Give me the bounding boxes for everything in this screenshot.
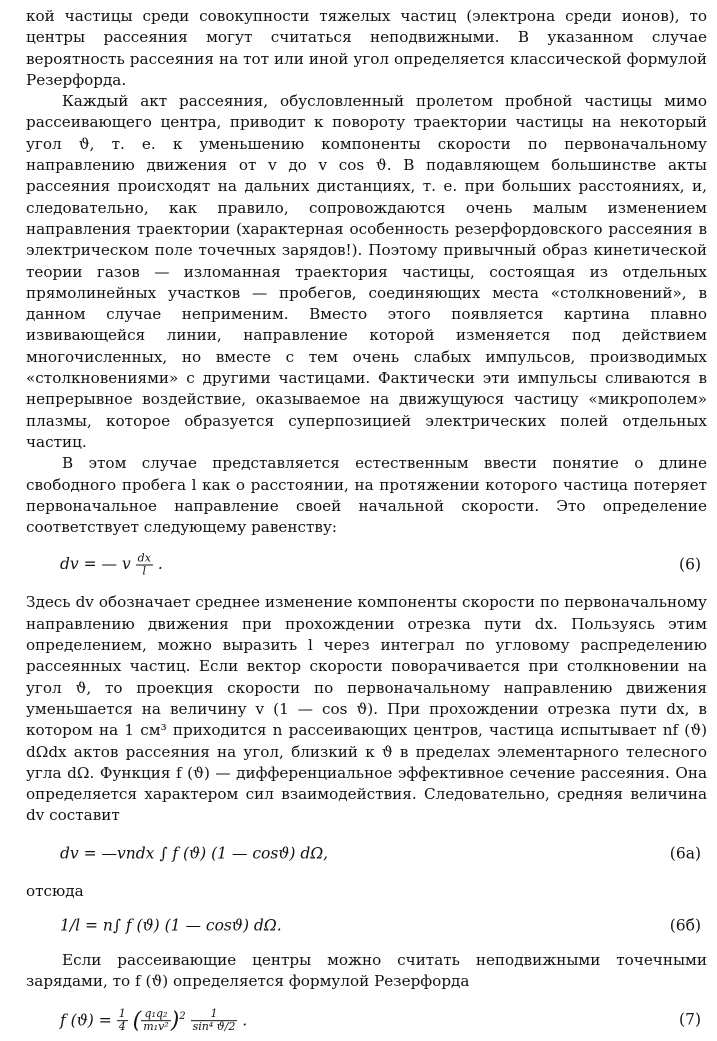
equation-7-coefficient-top: 1 (118, 1007, 126, 1021)
paragraph-4: Здесь dv обозначает среднее изменение компоненты скорости по первоначальному направлению движения при прохождении отрезка пути dx. Пользуясь этим определением, можно выразить l через интеграл по угловому распределению рассеянных частиц. Если вектор скорости поворачивается при столкновении на угол ϑ, то проекция скорости по первоначальному направлению движения уменьшается на величину v (1 — cos ϑ). При прохождении отрезка пути dx, в котором на 1 см³ приходится n рассеивающих центров, частица испытывает nf (ϑ) dΩdx актов рассеяния на угол, близкий к ϑ в пределах элементарного телесного угла dΩ. Функция f (ϑ) — дифференциальное эффективное сечение рассеяния. Она определяется характером сил взаимодействия. Следовательно, средняя величина dv составит (26, 593, 707, 825)
paragraph-3: В этом случае представляется естественным ввести понятие о длине свободного пробега l как о расстоянии, на протяжении которого частица потеряет первоначальное направление своей начальной скорости. Это определение соответствует следующему равенству: (26, 454, 707, 537)
equation-6-numerator: dx (137, 551, 151, 565)
equation-6b (26, 908, 707, 944)
equation-7 (26, 999, 707, 1041)
equation-6-fraction (136, 553, 153, 578)
equation-6a-body: dv = —vndx ∫ f (ϑ) (1 — cosϑ) dΩ, (60, 844, 329, 863)
equation-7-charge-ratio (141, 1008, 170, 1033)
equation-6-denominator: l (142, 564, 147, 578)
equation-6b-body: 1/l = n∫ f (ϑ) (1 — cosϑ) dΩ. (60, 916, 282, 935)
paragraph-6: Если рассеивающие центры можно считать неподвижными точечными зарядами, то f (ϑ) определяется формулой Резерфорда (26, 950, 707, 991)
equation-7-number: (7) (679, 1009, 701, 1028)
equation-6a-number: (6а) (669, 844, 701, 863)
equation-6-lhs: dv = — v (60, 555, 131, 574)
equation-7-lhs: f (ϑ) = (60, 1010, 112, 1029)
equation-7-charge-bottom: m₁v² (143, 1020, 169, 1034)
equation-6 (26, 544, 707, 586)
equation-7-right-paren: ) (170, 1008, 180, 1034)
equation-7-coefficient-bottom: 4 (118, 1020, 126, 1034)
equation-7-sine-bottom: sin⁴ ϑ/2 (192, 1020, 236, 1034)
equation-7-charge-top: q₁q₂ (141, 1008, 170, 1021)
equation-7-sine-term (191, 1008, 238, 1033)
equation-7-tail: . (242, 1010, 248, 1029)
equation-7-exponent: 2 (179, 1010, 186, 1022)
equation-6a (26, 833, 707, 875)
equation-7-left-paren: ( (132, 1008, 142, 1034)
equation-6-number: (6) (679, 555, 701, 574)
paragraph-5: отсюда (26, 881, 84, 900)
equation-7-coefficient (117, 1008, 128, 1033)
equation-7-sine-top: 1 (191, 1008, 238, 1021)
paragraph-1: кой частицы среди совокупности тяжелых частиц (электрона среди ионов), то центры рассеяния могут считаться неподвижными. В указанном случае вероятность рассеяния на тот или иной угол определяется классической формулой Резерфорда. (26, 7, 707, 89)
equation-6-tail: . (157, 555, 163, 574)
equation-6b-number: (6б) (669, 916, 701, 935)
paragraph-2: Каждый акт рассеяния, обусловленный пролетом пробной частицы мимо рассеивающего центра, приводит к повороту траектории частицы на некоторый угол ϑ, т. е. к уменьшению компоненты скорости по первоначальному направлению движения от v до v cos ϑ. В подавляющем большинстве акты рассеяния происходят на дальних дистанциях, т. е. при больших расстояниях, и, следовательно, как правило, сопровождаются очень малым изменением направления траектории (характерная особенность резерфордовского рассеяния в электрическом поле точечных зарядов!). Поэтому привычный образ кинетической теории газов — изломанная траектория частицы, состоящая из отдельных прямолинейных участков — пробегов, соединяющих места «столкновений», в данном случае неприменим. Вместо этого появляется картина плавно извивающейся линии, направление которой изменяется под действием многочисленных, но вместе с тем очень слабых импульсов, производимых «столкновениями» с другими частицами. Фактически эти импульсы сливаются в непрерывное воздействие, оказываемое на движущуюся частицу «микрополем» плазмы, которое образуется суперпозицией электрических полей отдельных частиц. (26, 92, 707, 451)
